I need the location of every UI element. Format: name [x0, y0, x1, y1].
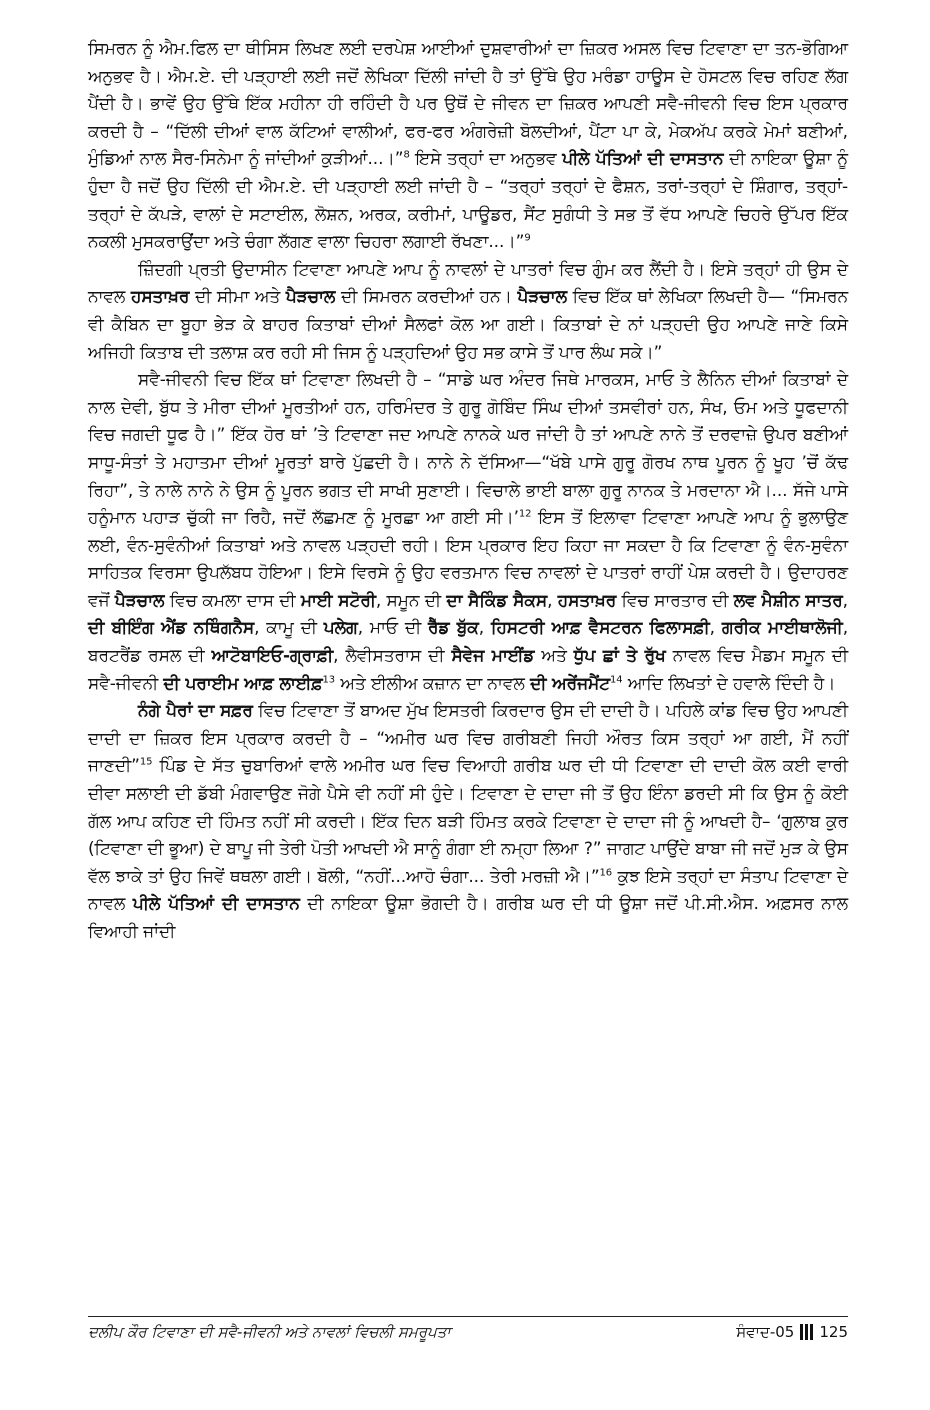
- bold-title: ਦੀ ਬੀਇੰਗ ਐਂਡ ਨਥਿੰਗਨੈਸ: [88, 618, 255, 639]
- text-run: ਦੀ ਨਾਇਕਾ ਊਸ਼ਾ ਨੂੰ ਹੁੰਦਾ ਹੈ ਜਦੋਂ ਉਹ ਦਿੱਲੀ ਦੀ ਐਮ.ਏ. ਦੀ ਪੜ੍ਹਾਈ ਲਈ ਜਾਂਦੀ ਹੈ – “ਤਰ੍ਹਾਂ ਤਰ੍ਹਾਂ ਦੇ ਫੈਸ਼ਨ, ਤਰਾਂ-ਤਰ੍ਹਾਂ ਦੇ ਸ਼ਿੰਗਾਰ, ਤਰ੍ਹਾਂ-ਤਰ੍ਹਾਂ ਦੇ ਕੱਪੜੇ, ਵਾਲਾਂ ਦੇ ਸਟਾਈਲ, ਲੋਸ਼ਨ, ਅਰਕ, ਕਰੀਮਾਂ, ਪਾਊਡਰ, ਸੈਂਟ ਸੁਗੰਧੀ ਤੇ ਸਭ ਤੋਂ ਵੱਧ ਆਪਣੇ ਚਿਹਰੇ ਉੱਪਰ ਇੱਕ ਨਕਲੀ ਮੁਸਕਰਾਉਂਦਾ ਅਤੇ ਚੰਗਾ ਲੱਗਣ ਵਾਲਾ ਚਿਹਰਾ ਲਗਾਈ ਰੱਖਣਾ...।”: [88, 149, 848, 253]
- footer-right: [736, 1323, 848, 1341]
- text-run: ਆਦਿ ਲਿਖਤਾਂ ਦੇ ਹਵਾਲੇ ਦਿੰਦੀ ਹੈ।: [622, 673, 836, 694]
- bold-title: ਹਸਤਾਖ਼ਰ: [130, 287, 190, 308]
- page-footer: [88, 1316, 848, 1341]
- text-run: ,: [478, 618, 491, 639]
- text-run: ਅਤੇ ਈਲੀਅ ਕਜ਼ਾਨ ਦਾ ਨਾਵਲ: [335, 673, 531, 694]
- paragraph: [88, 698, 848, 946]
- text-run: ਜ਼ਿੰਦਗੀ ਪ੍ਰਤੀ ਉਦਾਸੀਨ ਟਿਵਾਣਾ ਆਪਣੇ ਆਪ ਨੂੰ ਨਾਵਲਾਂ ਦੇ ਪਾਤਰਾਂ ਵਿਚ ਗੁੰਮ ਕਰ ਲੈਂਦੀ ਹੈ। ਇਸੇ ਤਰ੍ਹਾਂ ਹੀ ਉਸ ਦੇ ਨਾਵਲ: [88, 259, 848, 308]
- bold-title: ਦਾ ਸੈਕਿੰਡ ਸੈਕਸ: [446, 590, 548, 611]
- text-run: ,: [842, 590, 848, 611]
- bold-title: ਆਟੋਬਾਇਓ-ਗ੍ਰਾਫ਼ੀ: [211, 646, 334, 667]
- footnote-marker: 15: [139, 756, 153, 768]
- bold-title: ਪੀਲੇ ਪੱਤਿਆਂ ਦੀ ਦਾਸਤਾਨ: [132, 894, 300, 915]
- text-run: ਨਾਵਲ ਵਿਚ ਮੈਡਮ ਸਮੂਨ ਦੀ ਸਵੈ-ਜੀਵਨੀ: [88, 646, 848, 694]
- paragraph: [88, 36, 848, 257]
- text-run: ,: [709, 618, 722, 639]
- text-run: ਸਵੈ-ਜੀਵਨੀ ਵਿਚ ਇੱਕ ਥਾਂ ਟਿਵਾਣਾ ਲਿਖਦੀ ਹੈ – “ਸਾਡੇ ਘਰ ਅੰਦਰ ਜਿਥੇ ਮਾਰਕਸ, ਮਾਓ ਤੇ ਲੈਨਿਨ ਦੀਆਂ ਕਿਤਾਬਾਂ ਦੇ ਨਾਲ ਦੇਵੀ, ਬੁੱਧ ਤੇ ਮੀਰਾ ਦੀਆਂ ਮੂਰਤੀਆਂ ਹਨ, ਹਰਿਮੰਦਰ ਤੇ ਗੁਰੂ ਗੋਬਿੰਦ ਸਿੰਘ ਦੀਆਂ ਤਸਵੀਰਾਂ ਹਨ, ਸੰਖ, ਓਮ ਅਤੇ ਧੂਫਦਾਨੀ ਵਿਚ ਜਗਦੀ ਧੂਫ ਹੈ।” ਇੱਕ ਹੋਰ ਥਾਂ ’ਤੇ ਟਿਵਾਣਾ ਜਦ ਆਪਣੇ ਨਾਨਕੇ ਘਰ ਜਾਂਦੀ ਹੈ ਤਾਂ ਆਪਣੇ ਨਾਨੇ ਤੋਂ ਦਰਵਾਜ਼ੇ ਉਪਰ ਬਣੀਆਂ ਸਾਧੂ-ਸੰਤਾਂ ਤੇ ਮਹਾਤਮਾ ਦੀਆਂ ਮੂਰਤਾਂ ਬਾਰੇ ਪੁੱਛਦੀ ਹੈ। ਨਾਨੇ ਨੇ ਦੱਸਿਆ—“ਖੱਬੇ ਪਾਸੇ ਗੁਰੂ ਗੋਰਖ ਨਾਥ ਪੂਰਨ ਨੂੰ ਖੂਹ ’ਚੋਂ ਕੱਢ ਰਿਹਾ”, ਤੇ ਨਾਲੇ ਨਾਨੇ ਨੇ ਉਸ ਨੂੰ ਪੂਰਨ ਭਗਤ ਦੀ ਸਾਖੀ ਸੁਣਾਈ। ਵਿਚਾਲੇ ਭਾਈ ਬਾਲਾ ਗੁਰੂ ਨਾਨਕ ਤੇ ਮਰਦਾਨਾ ਐ।... ਸੱਜੇ ਪਾਸੇ ਹਨੂੰਮਾਨ ਪਹਾੜ ਚੁੱਕੀ ਜਾ ਰਿਹੈ, ਜਦੋਂ ਲੱਛਮਣ ਨੂੰ ਮੂਰਛਾ ਆ ਗਈ ਸੀ।’: [88, 370, 848, 529]
- paragraph: [88, 257, 848, 367]
- bold-title: ਪੈੜਚਾਲ: [285, 287, 336, 308]
- journal-name: ਸੰਵਾਦ-05: [736, 1323, 795, 1341]
- text-run: ਕੁਝ ਇਸੇ ਤਰ੍ਹਾਂ ਦਾ ਸੰਤਾਪ ਟਿਵਾਣਾ ਦੇ ਨਾਵਲ: [88, 866, 848, 915]
- text-run: ਵਿਚ ਕਮਲਾ ਦਾਸ ਦੀ: [164, 590, 301, 611]
- page-number: 125: [819, 1323, 848, 1341]
- text-run: ਪਿੰਡ ਦੇ ਸੱਤ ਚੁਬਾਰਿਆਂ ਵਾਲੇ ਅਮੀਰ ਘਰ ਵਿਚ ਵਿਆਹੀ ਗਰੀਬ ਘਰ ਦੀ ਧੀ ਟਿਵਾਣਾ ਦੀ ਦਾਦੀ ਕੋਲ ਕਈ ਵਾਰੀ ਦੀਵਾ ਸਲਾਈ ਦੀ ਡੱਬੀ ਮੰਗਵਾਉਣ ਜੋਗੇ ਪੈਸੇ ਵੀ ਨਹੀਂ ਸੀ ਹੁੰਦੇ। ਟਿਵਾਣਾ ਦੇ ਦਾਦਾ ਜੀ ਤੋਂ ਉਹ ਇੰਨਾ ਡਰਦੀ ਸੀ ਕਿ ਉਸ ਨੂੰ ਕੋਈ ਗੱਲ ਆਪ ਕਹਿਣ ਦੀ ਹਿੰਮਤ ਨਹੀਂ ਸੀ ਕਰਦੀ। ਇੱਕ ਦਿਨ ਬੜੀ ਹਿੰਮਤ ਕਰਕੇ ਟਿਵਾਣਾ ਦੇ ਦਾਦਾ ਜੀ ਨੂੰ ਆਖਦੀ ਹੈ– ‘ਗੁਲਾਬ ਕੁਰ (ਟਿਵਾਣਾ ਦੀ ਭੂਆ) ਦੇ ਬਾਪੂ ਜੀ ਤੇਰੀ ਪੋਤੀ ਆਖਦੀ ਐ ਸਾਨੂੰ ਗੰਗਾ ਈ ਨਮ੍ਹਾ ਲਿਆ ?” ਜਾਗਟ ਪਾਉਂਦੇ ਬਾਬਾ ਜੀ ਜਦੋਂ ਮੁੜ ਕੇ ਉਸ ਵੱਲ ਝਾਕੇ ਤਾਂ ਉਹ ਜਿਵੇਂ ਥਥਲਾ ਗਈ। ਬੋਲੀ, “ਨਹੀਂ...ਆਹੋ ਚੰਗਾ... ਤੇਰੀ ਮਰਜ਼ੀ ਐ।”: [88, 756, 848, 887]
- text-run: ਅਤੇ: [534, 646, 574, 667]
- bold-title: ਦੀ ਅਰੇਂਜਮੈਂਟ: [530, 673, 610, 694]
- bold-title: ਦੀ ਪਰਾਈਮ ਆਫ਼ ਲਾਈਫ਼: [163, 673, 323, 694]
- text-run: ਇਸੇ ਤਰ੍ਹਾਂ ਦਾ ਅਨੁਭਵ: [409, 149, 563, 170]
- bold-title: ਪਲੇਗ: [323, 618, 358, 639]
- text-run: ਵਿਚ ਟਿਵਾਣਾ ਤੋਂ ਬਾਅਦ ਮੁੱਖ ਇਸਤਰੀ ਕਿਰਦਾਰ ਉਸ ਦੀ ਦਾਦੀ ਹੈ। ਪਹਿਲੇ ਕਾਂਡ ਵਿਚ ਉਹ ਆਪਣੀ ਦਾਦੀ ਦਾ ਜ਼ਿਕਰ ਇਸ ਪ੍ਰਕਾਰ ਕਰਦੀ ਹੈ – “ਅਮੀਰ ਘਰ ਵਿਚ ਗਰੀਬਣੀ ਜਿਹੀ ਔਰਤ ਕਿਸ ਤਰ੍ਹਾਂ ਆ ਗਈ, ਮੈਂ ਨਹੀਂ ਜਾਣਦੀ”: [88, 701, 848, 777]
- bold-title: ਨੰਗੇ ਪੈਰਾਂ ਦਾ ਸਫ਼ਰ: [138, 701, 253, 722]
- text-run: , ਕਾਮੂ ਦੀ: [254, 618, 324, 639]
- running-title: ਦਲੀਪ ਕੌਰ ਟਿਵਾਣਾ ਦੀ ਸਵੈ-ਜੀਵਨੀ ਅਤੇ ਨਾਵਲਾਂ ਵਿਚਲੀ ਸਮਰੂਪਤਾ: [88, 1323, 451, 1341]
- bold-title: ਧੁੱਪ ਛਾਂ ਤੇ ਰੁੱਖ: [573, 646, 666, 667]
- bold-title: ਗਰੀਕ ਮਾਈਥਾਲੋਜੀ: [721, 618, 843, 639]
- bold-title: ਪੈੜਚਾਲ: [114, 590, 165, 611]
- bold-title: ਪੀਲੇ ਪੱਤਿਆਂ ਦੀ ਦਾਸਤਾਨ: [562, 149, 724, 170]
- page-body: [88, 36, 848, 947]
- bold-title: ਰੈੱਡ ਬੁੱਕ: [428, 618, 479, 639]
- body-text: [88, 36, 848, 947]
- text-run: , ਸਮੂਨ ਦੀ: [375, 590, 447, 611]
- text-run: , ਮਾਓ ਦੀ: [357, 618, 428, 639]
- bars-icon: [800, 1324, 813, 1340]
- bold-title: ਮਾਈ ਸਟੋਰੀ: [300, 590, 376, 611]
- footnote-marker: 16: [599, 867, 613, 879]
- text-run: , ਬਰਟਰੈਂਡ ਰਸਲ ਦੀ: [88, 618, 849, 667]
- paragraph: [88, 367, 848, 698]
- text-run: ,: [547, 590, 558, 611]
- bold-title: ਸੈਵੇਜ ਮਾਈਂਡ: [451, 646, 535, 667]
- bold-title: ਹਿਸਟਰੀ ਆਫ਼ ਵੈਸਟਰਨ ਫਿਲਾਸਫ਼ੀ: [490, 618, 710, 639]
- bold-title: ਪੈੜਚਾਲ: [517, 287, 567, 308]
- text-run: , ਲੈਵੀਸਤਰਾਸ ਦੀ: [333, 646, 452, 667]
- footnote-marker: 13: [322, 674, 336, 685]
- text-run: ਵਿਚ ਸਾਰਤਾਰ ਦੀ: [616, 590, 734, 611]
- text-run: ਦੀ ਸਿਮਰਨ ਕਰਦੀਆਂ ਹਨ।: [335, 287, 518, 308]
- bold-title: ਲਵ ਮੈਸ਼ੀਨ ਸਾਤਰ: [733, 590, 843, 611]
- bold-title: ਹਸਤਾਖ਼ਰ: [557, 590, 617, 611]
- footnote-marker: 9: [524, 232, 531, 244]
- footnote-marker: 12: [518, 508, 532, 520]
- footnote-marker: 8: [403, 149, 410, 161]
- footnote-marker: 14: [610, 674, 623, 685]
- text-run: ਦੀ ਸੀਮਾ ਅਤੇ: [189, 287, 286, 308]
- text-run: ਸਿਮਰਨ ਨੂੰ ਐਮ.ਫਿਲ ਦਾ ਥੀਸਿਸ ਲਿਖਣ ਲਈ ਦਰਪੇਸ਼ ਆਈਆਂ ਦੁਸ਼ਵਾਰੀਆਂ ਦਾ ਜ਼ਿਕਰ ਅਸਲ ਵਿਚ ਟਿਵਾਣਾ ਦਾ ਤਨ-ਭੋਗਿਆ ਅਨੁਭਵ ਹੈ। ਐਮ.ਏ. ਦੀ ਪੜ੍ਹਾਈ ਲਈ ਜਦੋਂ ਲੇਖਿਕਾ ਦਿੱਲੀ ਜਾਂਦੀ ਹੈ ਤਾਂ ਉੱਥੇ ਉਹ ਮਰੰਡਾ ਹਾਊਸ ਦੇ ਹੋਸਟਲ ਵਿਚ ਰਹਿਣ ਲੱਗ ਪੈਂਦੀ ਹੈ। ਭਾਵੇਂ ਉਹ ਉੱਥੇ ਇੱਕ ਮਹੀਨਾ ਹੀ ਰਹਿੰਦੀ ਹੈ ਪਰ ਉਥੋਂ ਦੇ ਜੀਵਨ ਦਾ ਜ਼ਿਕਰ ਆਪਣੀ ਸਵੈ-ਜੀਵਨੀ ਵਿਚ ਇਸ ਪ੍ਰਕਾਰ ਕਰਦੀ ਹੈ – “ਦਿੱਲੀ ਦੀਆਂ ਵਾਲ ਕੱਟਿਆਂ ਵਾਲੀਆਂ, ਫਰ-ਫਰ ਅੰਗਰੇਜ਼ੀ ਬੋਲਦੀਆਂ, ਪੈਂਟਾ ਪਾ ਕੇ, ਮੇਕਅੱਪ ਕਰਕੇ ਮੇਮਾਂ ਬਣੀਆਂ, ਮੁੰਡਿਆਂ ਨਾਲ ਸੈਰ-ਸਿਨੇਮਾ ਨੂੰ ਜਾਂਦੀਆਂ ਕੁੜੀਆਂ...।”: [88, 39, 848, 170]
- text-run: ਦੀ ਨਾਇਕਾ ਊਸ਼ਾ ਭੋਗਦੀ ਹੈ। ਗਰੀਬ ਘਰ ਦੀ ਧੀ ਊਸ਼ਾ ਜਦੋਂ ਪੀ.ਸੀ.ਐਸ. ਅਫ਼ਸਰ ਨਾਲ ਵਿਆਹੀ ਜਾਂਦੀ: [88, 894, 848, 942]
- text-run: ਵਿਚ ਇੱਕ ਥਾਂ ਲੇਖਿਕਾ ਲਿਖਦੀ ਹੈ— “ਸਿਮਰਨ ਵੀ ਕੈਬਿਨ ਦਾ ਬੂਹਾ ਭੇੜ ਕੇ ਬਾਹਰ ਕਿਤਾਬਾਂ ਦੀਆਂ ਸੈਲਫਾਂ ਕੋਲ ਆ ਗਈ। ਕਿਤਾਬਾਂ ਦੇ ਨਾਂ ਪੜ੍ਹਦੀ ਉਹ ਆਪਣੇ ਜਾਣੇ ਕਿਸੇ ਅਜਿਹੀ ਕਿਤਾਬ ਦੀ ਤਲਾਸ਼ ਕਰ ਰਹੀ ਸੀ ਜਿਸ ਨੂੰ ਪੜ੍ਹਦਿਆਂ ਉਹ ਸਭ ਕਾਸੇ ਤੋਂ ਪਾਰ ਲੰਘ ਸਕੇ।”: [88, 287, 848, 363]
- text-run: ਇਸ ਤੋਂ ਇਲਾਵਾ ਟਿਵਾਣਾ ਆਪਣੇ ਆਪ ਨੂੰ ਭੁਲਾਉਣ ਲਈ, ਵੰਨ-ਸੁਵੰਨੀਆਂ ਕਿਤਾਬਾਂ ਅਤੇ ਨਾਵਲ ਪੜ੍ਹਦੀ ਰਹੀ। ਇਸ ਪ੍ਰਕਾਰ ਇਹ ਕਿਹਾ ਜਾ ਸਕਦਾ ਹੈ ਕਿ ਟਿਵਾਣਾ ਨੂੰ ਵੰਨ-ਸੁਵੰਨਾ ਸਾਹਿਤਕ ਵਿਰਸਾ ਉਪਲੱਬਧ ਹੋਇਆ। ਇਸੇ ਵਿਰਸੇ ਨੂੰ ਉਹ ਵਰਤਮਾਨ ਵਿਚ ਨਾਵਲਾਂ ਦੇ ਪਾਤਰਾਂ ਰਾਹੀਂ ਪੇਸ਼ ਕਰਦੀ ਹੈ। ਉਦਾਹਰਣ ਵਜੋਂ: [88, 508, 848, 611]
